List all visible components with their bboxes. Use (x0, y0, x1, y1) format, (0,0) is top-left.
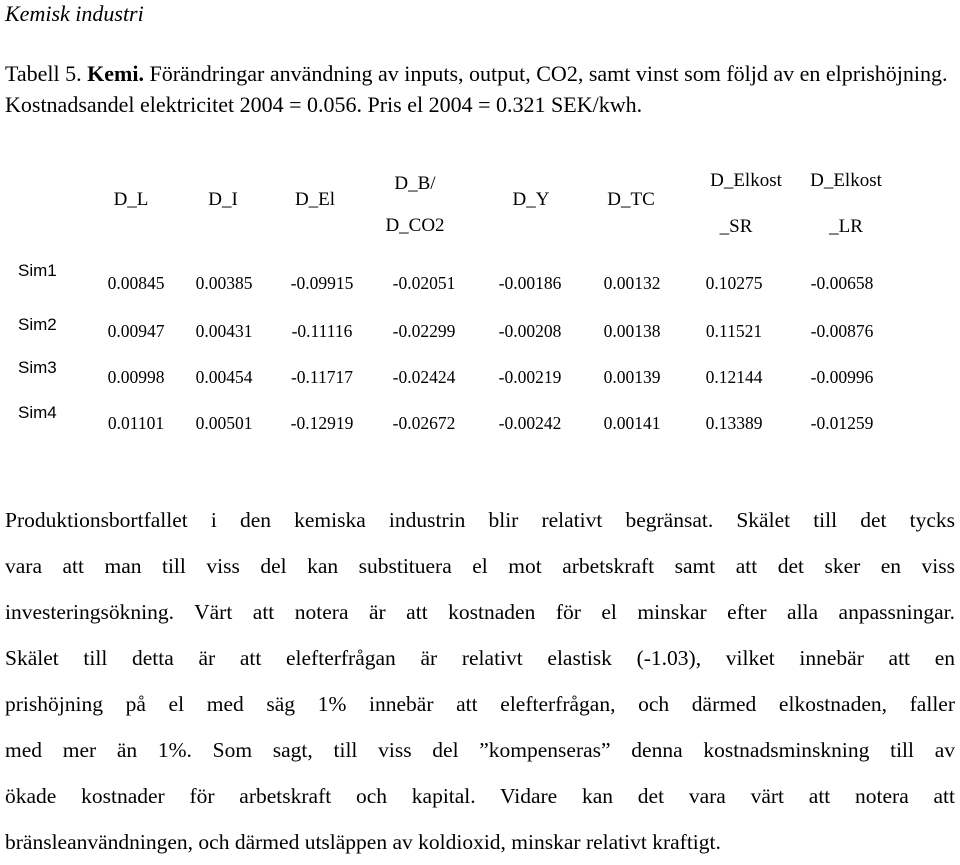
col-header-d-i: D_I (208, 189, 238, 210)
row-label: Sim2 (18, 315, 57, 334)
paragraph-line: ökade kostnader för arbetskraft och kapital. Vidare kan det vara värt att notera att (5, 784, 955, 808)
col-header-d-tc: D_TC (607, 189, 655, 210)
table-cell: 0.10275 (705, 273, 763, 293)
table-cell: 0.00132 (603, 273, 661, 293)
table-cell: 0.00947 (107, 321, 165, 341)
table-cell: -0.02051 (392, 273, 456, 293)
row-label: Sim1 (18, 261, 57, 280)
col-header-d-elkost-lr: D_Elkost (810, 170, 882, 191)
table-cell: 0.00845 (107, 273, 165, 293)
table-cell: 0.01101 (107, 413, 165, 433)
table-cell: 0.00139 (603, 367, 661, 387)
table-cell: 0.00454 (195, 367, 253, 387)
table-caption (5, 58, 955, 120)
col-header-d-co2: D_CO2 (385, 215, 445, 236)
caption-prefix: Tabell 5. (5, 61, 88, 86)
table-cell: 0.00385 (195, 273, 253, 293)
row-label: Sim4 (18, 403, 57, 422)
col-header-d-b: D_B/ (394, 173, 436, 194)
table-cell: -0.02424 (392, 367, 456, 387)
table-cell: -0.11717 (290, 367, 354, 387)
table-cell: -0.00876 (810, 321, 874, 341)
table-cell: -0.02672 (392, 413, 456, 433)
table-cell: -0.00186 (498, 273, 562, 293)
section-title: Kemisk industri (5, 1, 144, 26)
table-cell: -0.00996 (810, 367, 874, 387)
caption-bold: Kemi. (87, 61, 144, 86)
table-cell: -0.11116 (291, 321, 353, 341)
caption-rest: Förändringar användning av inputs, output, CO2, samt vinst som följd av en elprishöjning. Kostnadsandel elektricitet 2004 = 0.056. Pris el 2004 = 0.321 SEK/kwh. (5, 61, 948, 117)
table-cell: 0.00138 (603, 321, 661, 341)
paragraph-line: Produktionsbortfallet i den kemiska industrin blir relativt begränsat. Skälet till det tycks (5, 508, 955, 532)
body-paragraph (5, 497, 955, 865)
paragraph-line: investeringsökning. Värt att notera är att kostnaden för el minskar efter alla anpassningar. (5, 600, 955, 624)
table-cell: -0.00658 (810, 273, 874, 293)
table-cell: 0.11521 (705, 321, 763, 341)
col-header-d-y: D_Y (512, 189, 550, 210)
table-cell: -0.00208 (498, 321, 562, 341)
table-cell: -0.01259 (810, 413, 874, 433)
paragraph-line: prishöjning på el med säg 1% innebär att elefterfrågan, och därmed elkostnaden, faller (5, 692, 955, 716)
table-cell: -0.12919 (290, 413, 354, 433)
col-header-lr: _LR (829, 216, 863, 237)
paragraph-line: med mer än 1%. Som sagt, till viss del ”kompenseras” denna kostnadsminskning till av (5, 738, 955, 762)
table-cell: -0.09915 (290, 273, 354, 293)
table-cell: -0.00242 (498, 413, 562, 433)
table-cell: -0.00219 (498, 367, 562, 387)
table-cell: 0.13389 (705, 413, 763, 433)
col-header-sr: _SR (719, 216, 753, 237)
table-cell: 0.00501 (195, 413, 253, 433)
col-header-d-l: D_L (113, 189, 149, 210)
paragraph-line: Skälet till detta är att elefterfrågan är relativt elastisk (-1.03), vilket innebär att en (5, 646, 955, 670)
row-label: Sim3 (18, 358, 57, 377)
table-cell: 0.12144 (705, 367, 763, 387)
paragraph-line: vara att man till viss del kan substituera el mot arbetskraft samt att det sker en viss (5, 554, 955, 578)
table-cell: 0.00431 (195, 321, 253, 341)
table-cell: 0.00141 (603, 413, 661, 433)
paragraph-line: bränsleanvändningen, och därmed utsläppen av koldioxid, minskar relativt kraftigt. (5, 830, 721, 854)
col-header-d-el: D_El (294, 189, 336, 210)
table-cell: -0.02299 (392, 321, 456, 341)
col-header-d-elkost-sr: D_Elkost (710, 170, 782, 191)
table-cell: 0.00998 (107, 367, 165, 387)
